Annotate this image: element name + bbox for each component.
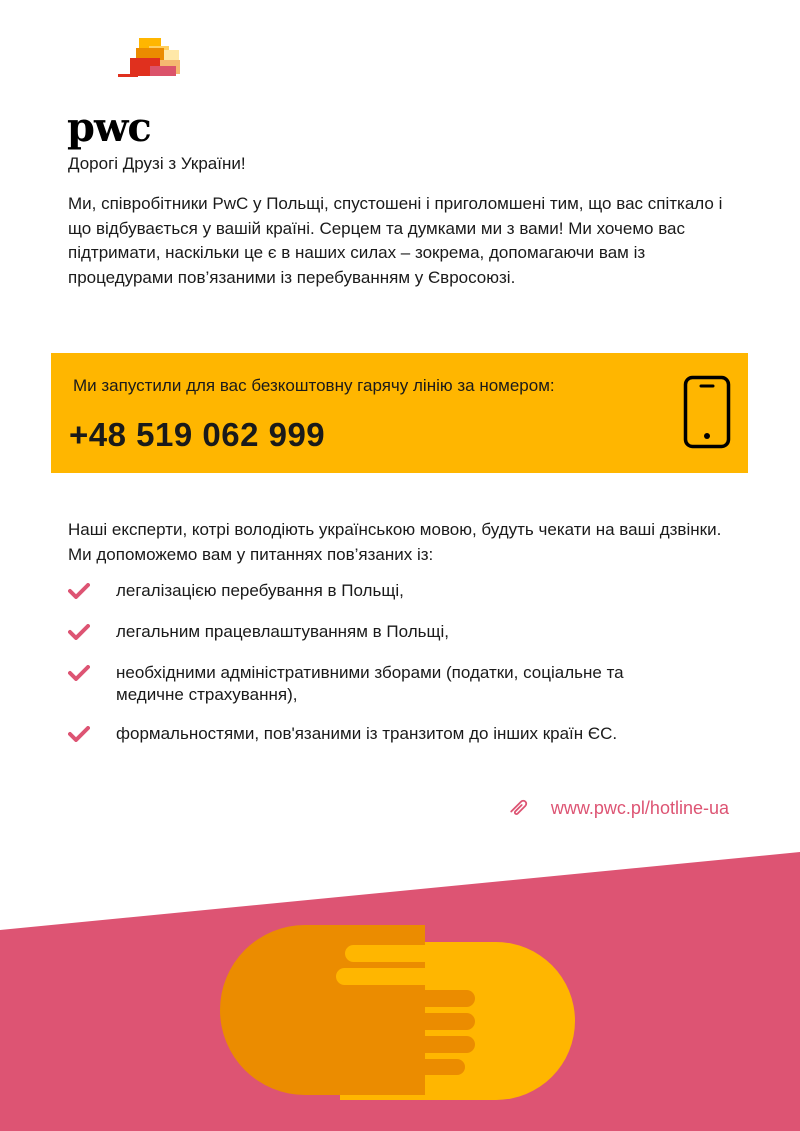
website-link[interactable]: www.pwc.pl/hotline-ua (550, 797, 729, 818)
experts-paragraph: Наші експерти, котрі володіють українською мовою, будуть чекати на ваші дзвінки. Ми допоможемо вам у питаннях пов’язаних із: (68, 520, 722, 564)
intro-paragraph: Ми, співробітники PwC у Польщі, спустошені і приголомшені тим, що вас спіткало і що відбувається у вашій країні. Серцем та думками ми з вами! Ми хочемо вас підтримати, наскільки це є в наших силах – зокрема, допомагаючи вам із процедурами пов’язаними із перебуванням у Євросоюзі. (68, 194, 723, 287)
hotline-text: Ми запустили для вас безкоштовну гарячу лінію за номером: (73, 376, 555, 395)
list-item-text: легалізацією перебування в Польщі, (116, 581, 404, 600)
list-item-text: необхідними адміністративними зборами (податки, соціальне та медичне страхування), (116, 663, 624, 704)
list-item-text: формальностями, пов'язаними із транзитом до інших країн ЄС. (116, 724, 618, 743)
list-item-text: легальним працевлаштуванням в Польщі, (116, 622, 449, 641)
hotline-phone-number[interactable]: +48 519 062 999 (69, 416, 326, 453)
logo-wordmark: pwc (67, 104, 151, 151)
greeting: Дорогі Друзі з України! (68, 154, 246, 173)
